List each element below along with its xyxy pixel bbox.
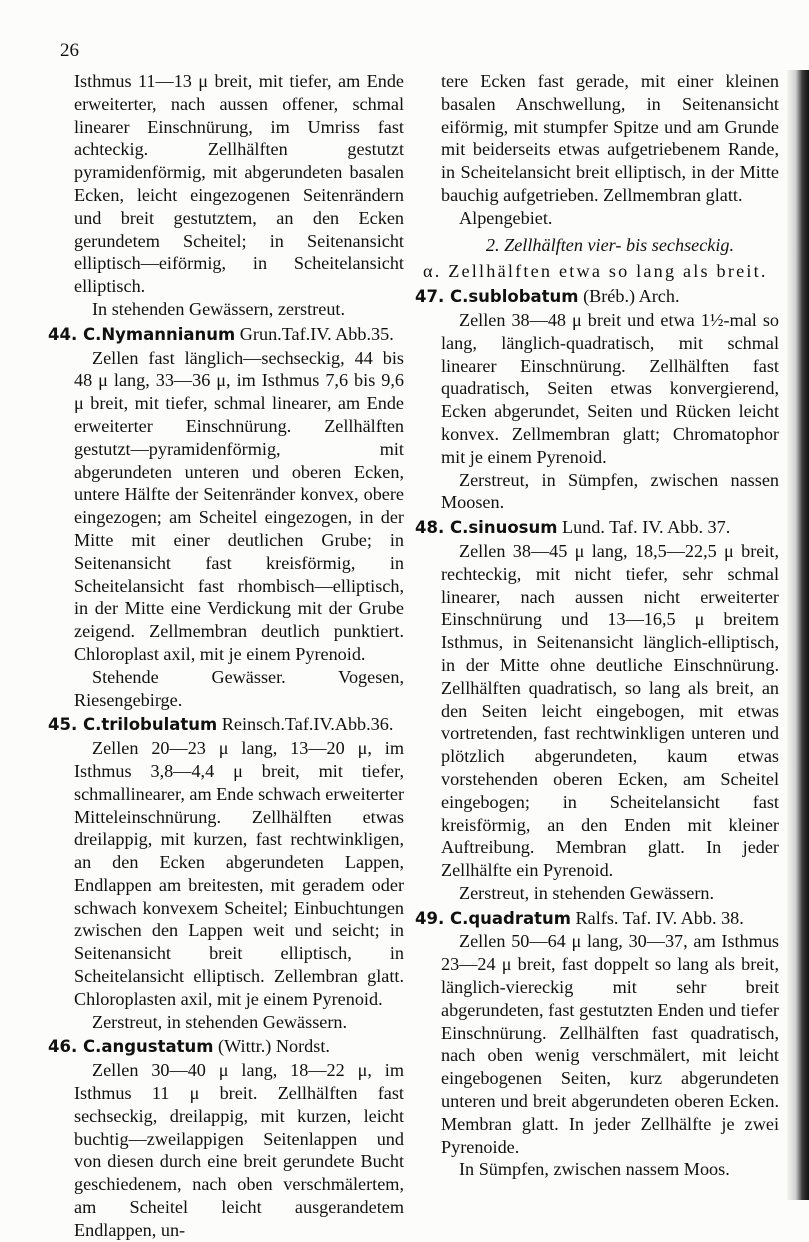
habitat-note: Zerstreut, in stehenden Gewässern. (459, 882, 715, 903)
habitat-note: In stehenden Gewässern, zerstreut. (92, 298, 346, 319)
species-name: sublobatum (468, 287, 579, 307)
species-heading-45 (48, 713, 404, 737)
habitat-note: Zerstreut, in stehenden Gewässern. (92, 1011, 348, 1032)
page-binding-edge (787, 70, 809, 1200)
paragraph: Zellen fast länglich—sechseckig, 44 bis 48 μ lang, 33—36 μ, im Isthmus 7,6 bis 9,6 μ breit, mit tiefer, schmal linearer, am Ende erweiterter Einschnürung. Zellhälften gestutzt—pyramidenförmig, mit abgerundeten unteren und oberen Ecken, untere Hälfte der Seitenränder konvex, obere eingezogen; am Scheitel eingezogen, in der Mitte mit einer deutlichen Grube; in Seitenansicht fast kreisförmig, in Scheitelansicht fast rhombisch—elliptisch, in der Mitte eine Verdickung mit der Grube zeigend. Zellmembran deutlich punktiert. Chloroplast axil, mit je einem Pyrenoid. (74, 347, 404, 664)
page-number: 26 (60, 40, 79, 61)
paragraph: Zellen 38—48 μ breit und etwa 1½-mal so lang, länglich-quadratisch, mit schmal linearer Einschnürung. Zellhälften fast quadratisch, Seiten etwas konvergierend, Ecken abgerundet, Seiten und Rücken leicht konvex. Zellmembran glatt; Chromatophor mit je einem Pyrenoid. (441, 309, 779, 467)
species-name: sinuosum (468, 518, 558, 538)
species-authority: Lund. Taf. IV. Abb. 37. (557, 517, 731, 538)
species-authority: (Bréb.) Arch. (578, 286, 680, 307)
species-number: 49. C. (415, 908, 469, 928)
habitat-note: Alpengebiet. (459, 207, 553, 228)
section-heading: 2. Zellhälften vier- bis sechseckig. (485, 234, 735, 255)
species-heading-48 (415, 516, 779, 540)
paragraph: Zellen 38—45 μ lang, 18,5—22,5 μ breit, rechteckig, mit nicht tiefer, sehr schmal linearer, nach aussen nicht erweiterter Einschnürung und 13—16,5 μ breitem Isthmus, in Seitenansicht länglich-elliptisch, in der Mitte ohne deutliche Einschnürung. Zellhälften quadratisch, so lang als breit, an den Seiten leicht eingebogen, mit etwas vortretenden, fast rechtwinkligen unteren und plötzlich abgerundeten, kaum etwas vorstehenden oberen Ecken, am Scheitel eingebogen; in Scheitelansicht fast kreisförmig, an den Enden mit kleiner Auftreibung. Membran glatt. In jeder Zellhälfte ein Pyrenoid. (441, 540, 779, 881)
species-heading-46 (48, 1035, 404, 1059)
habitat-note: In Sümpfen, zwischen nassem Moos. (459, 1159, 730, 1180)
left-column (48, 70, 405, 1242)
paragraph: Zellen 30—40 μ lang, 18—22 μ, im Isthmus 11 μ breit. Zellhälften fast sechseckig, dreilappig, mit kurzen, leicht buchtig—zweilappigen Seitenlappen und von diesen durch eine breit gerundete Bucht geschiedenem, nach oben verschmälertem, am Scheitel leicht ausgerandetem Endlappen, un- (74, 1060, 404, 1240)
species-heading-47 (415, 285, 779, 309)
species-authority: Ralfs. Taf. IV. Abb. 38. (570, 907, 744, 928)
paragraph: Zellen 20—23 μ lang, 13—20 μ, im Isthmus 3,8—4,4 μ breit, mit tiefer, schmallinearer, am Ende schwach erweiterter Mitteleinschnürung. Zellhälften etwas dreilappig, mit kurzen, fast rechtwinkligen, an den Ecken abgerundeten Lappen, Endlappen am breitesten, mit geradem oder schwach konvexem Scheitel; Einbuchtungen zwischen den Lappen weit und seicht; in Seitenansicht breit elliptisch, in Scheitelansicht elliptisch. Zellembran glatt. Chloroplasten axil, mit je einem Pyrenoid. (74, 738, 405, 1009)
species-authority: Reinsch.Taf.IV.Abb.36. (217, 714, 394, 735)
species-number: 46. C. (48, 1037, 102, 1057)
species-name: trilobulatum (101, 715, 218, 735)
subsection-heading: α. Zellhälften etwa so lang als breit. (423, 261, 768, 282)
species-heading-49 (415, 907, 779, 931)
species-number: 48. C. (415, 518, 469, 538)
species-name: Nymannianum (101, 324, 236, 344)
species-name: angustatum (101, 1037, 214, 1057)
species-authority: Grun.Taf.IV. Abb.35. (235, 323, 394, 344)
paragraph: tere Ecken fast gerade, mit einer kleinen basalen Anschwellung, in Seitenansicht eiförmig, mit stumpfer Spitze und am Grunde mit beiderseits etwas aufgetriebenem Rande, in Scheitelansicht breit elliptisch, in der Mitte bauchig aufgetrieben. Zellmembran glatt. (441, 71, 779, 205)
species-number: 44. C. (48, 324, 102, 344)
right-column (415, 70, 779, 1181)
species-number: 45. C. (48, 715, 102, 735)
species-name: quadratum (468, 908, 571, 928)
species-number: 47. C. (415, 287, 469, 307)
habitat-note: Zerstreut, in Sümpfen, zwischen nassen Moosen. (441, 469, 779, 513)
paragraph: Isthmus 11—13 μ breit, mit tiefer, am Ende erweiterter, nach aussen offener, schmal linearer Einschnürung, im Umriss fast achteckig. Zellhälften gestutzt pyramidenförmig, mit abgerundeten basalen Ecken, leicht eingezogenen Seitenrändern und breit gestutztem, an den Ecken gerundetem Scheitel; in Seitenansicht elliptisch—eiförmig, in Scheitelansicht elliptisch. (74, 71, 404, 297)
species-heading-44 (48, 323, 404, 347)
paragraph: Zellen 50—64 μ lang, 30—37, am Isthmus 23—24 μ breit, fast doppelt so lang als breit, länglich-viereckig mit sehr breit abgerundeten, fast gestutzten Enden und tiefer Einschnürung. Zellhälften fast quadratisch, nach oben wenig verschmälert, mit leicht eingebogenen Seiten, kurz abgerundeten unteren und breit abgerundeten oberen Ecken. Membran glatt. In jeder Zellhälfte je zwei Pyrenoide. (441, 931, 779, 1157)
habitat-note: Stehende Gewässer. Vogesen, Riesengebirge. (74, 666, 404, 710)
species-authority: (Wittr.) Nordst. (213, 1036, 330, 1057)
